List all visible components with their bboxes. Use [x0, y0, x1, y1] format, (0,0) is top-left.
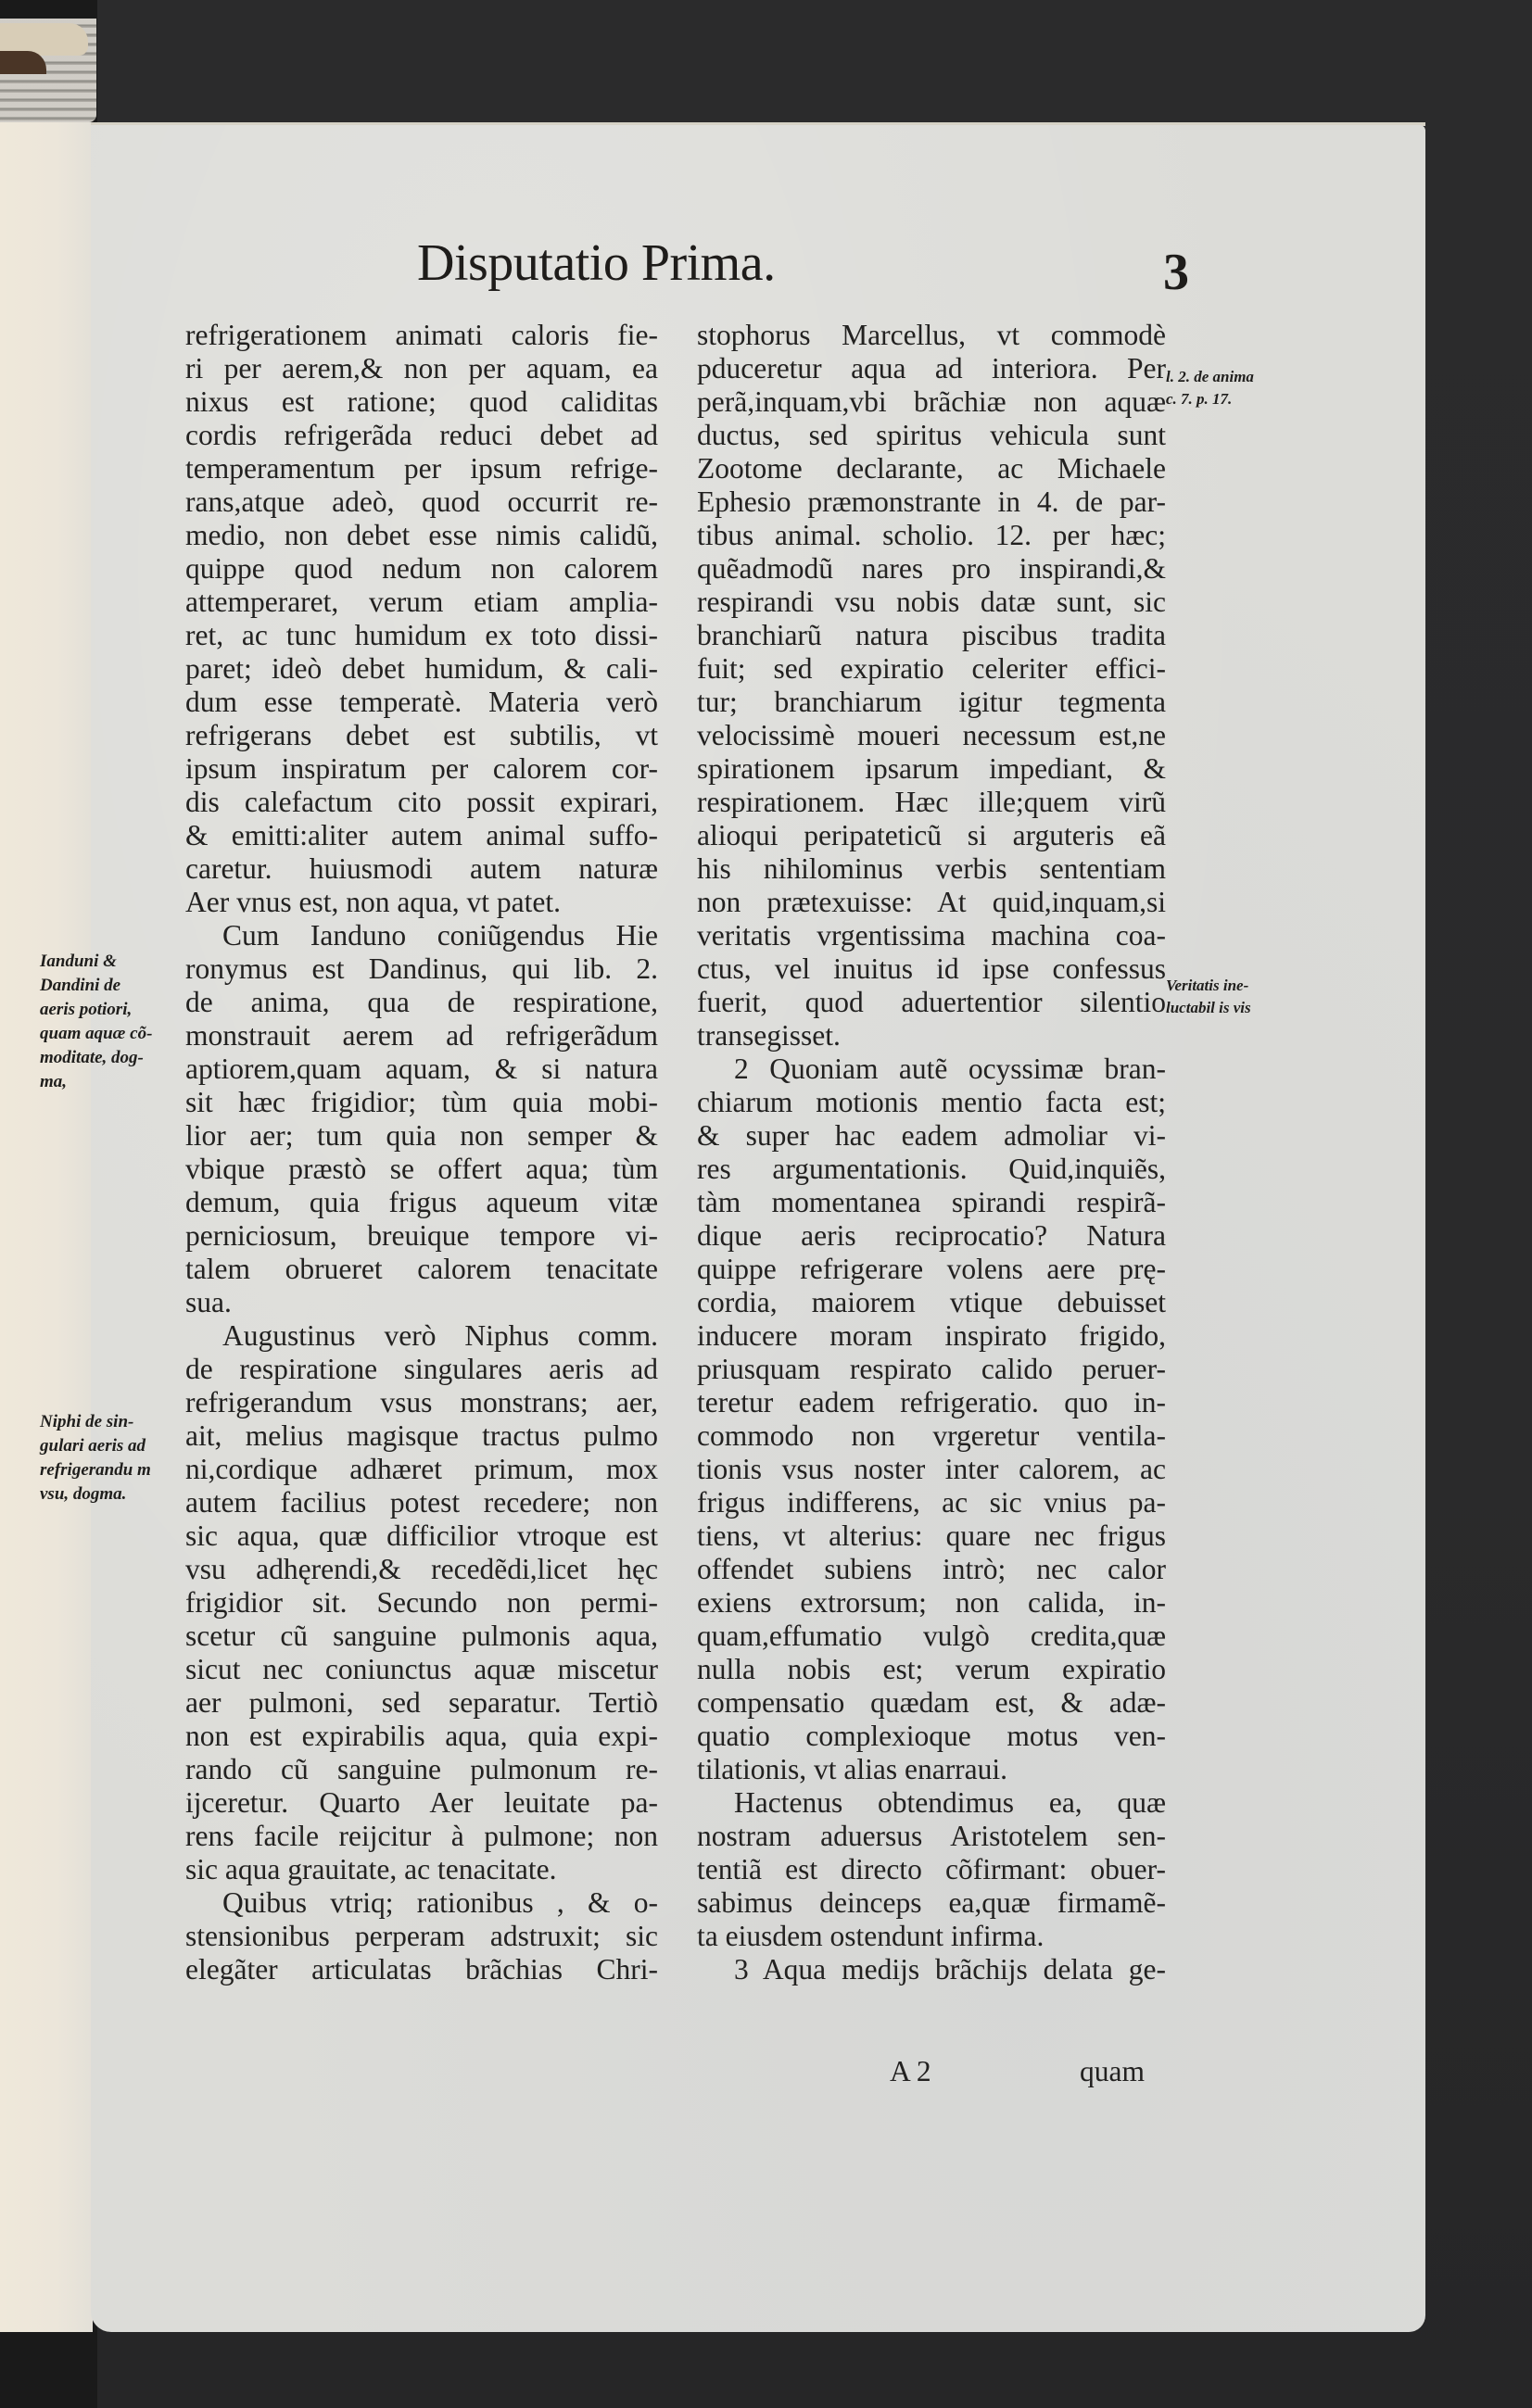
text-line: priusquam respirato calido peruer-: [697, 1353, 1166, 1385]
text-line: vsu adhęrendi,& recedẽdi,licet hęc: [185, 1553, 658, 1585]
text-line: inducere moram inspirato frigido,: [697, 1319, 1166, 1352]
text-line: ijceretur. Quarto Aer leuitate pa-: [185, 1786, 658, 1819]
marginal-note-line: Niphi de sin-: [40, 1412, 134, 1431]
text-line: Cum Ianduno coniũgendus Hie: [222, 919, 658, 952]
text-line: compensatio quædam est, & adæ-: [697, 1686, 1166, 1719]
right-text-column: [697, 319, 1166, 1986]
text-line: cordis refrigerãda reduci debet ad: [185, 419, 658, 451]
text-line: sicut nec coniunctus aquæ miscetur: [185, 1653, 658, 1685]
text-line: velocissimè moueri necessum est,ne: [697, 719, 1166, 751]
text-line: pduceretur aqua ad interiora. Per: [697, 352, 1166, 385]
binding-leather: [0, 51, 46, 74]
text-line: tentiã est directo cõfirmant: obuer-: [697, 1853, 1166, 1885]
text-line: demum, quia frigus aqueum vitæ: [185, 1186, 658, 1218]
text-line: Quibus vtriq; rationibus , & o-: [222, 1886, 658, 1919]
text-line: res argumentationis. Quid,inquiẽs,: [697, 1153, 1166, 1185]
text-line: nixus est ratione; quod caliditas: [185, 385, 658, 418]
text-line: 3 Aqua medijs brãchijs delata ge-: [734, 1953, 1166, 1986]
text-line: sit hæc frigidior; tùm quia mobi-: [185, 1086, 658, 1118]
text-line: rans,atque adeò, quod occurrit re-: [185, 485, 658, 518]
text-line: autem facilius potest recedere; non: [185, 1486, 658, 1519]
text-line: Hactenus obtendimus ea, quæ: [734, 1786, 1166, 1819]
text-line: non est expirabilis aqua, quia expi-: [185, 1720, 658, 1752]
marginal-note-line: gulari aeris ad: [40, 1436, 146, 1456]
text-line: ri per aerem,& non per aquam, ea: [185, 352, 658, 385]
marginal-note-de-anima-reference: [1166, 366, 1254, 410]
text-line: 2 Quoniam autẽ ocyssimæ bran-: [734, 1053, 1166, 1085]
marginal-note-niphus: [40, 1410, 151, 1507]
text-line: tionis vsus noster inter calorem, ac: [697, 1453, 1166, 1485]
text-line: Aer vnus est, non aqua, vt patet.: [185, 886, 562, 918]
text-line: paret; ideò debet humidum, & cali-: [185, 652, 658, 685]
signature-mark: A 2: [890, 2055, 931, 2087]
text-line: quippe quod nedum non calorem: [185, 552, 658, 585]
text-line: ctus, vel inuitus id ipse confessus: [697, 952, 1166, 985]
text-line: Zootome declarante, ac Michaele: [697, 452, 1166, 485]
page-number: 3: [1163, 244, 1189, 301]
text-line: chiarum motionis mentio facta est;: [697, 1086, 1166, 1118]
text-line: cordia, maiorem vtique debuisset: [697, 1286, 1166, 1318]
catchword: quam: [1080, 2055, 1145, 2087]
text-line: ait, melius magisque tractus pulmo: [185, 1419, 658, 1452]
text-line: dum esse temperatè. Materia verò: [185, 686, 658, 718]
text-line: respirandi vsu nobis datæ sunt, sic: [697, 586, 1166, 618]
text-line: perniciosum, breuique tempore vi-: [185, 1219, 658, 1252]
text-line: aptiorem,quam aquam, & si natura: [185, 1053, 658, 1085]
text-line: tilationis, vt alias enarraui.: [697, 1753, 1008, 1785]
text-line: medio, non debet esse nimis calidũ,: [185, 519, 658, 551]
text-line: sic aqua grauitate, ac tenacitate.: [185, 1853, 557, 1885]
text-line: refrigerationem animati caloris fie-: [185, 319, 658, 351]
text-line: temperamentum per ipsum refrige-: [185, 452, 658, 485]
text-line: caretur. huiusmodi autem naturæ: [185, 852, 658, 885]
marginal-note-ianduni-dandini: [40, 950, 152, 1094]
text-line: his nihilominus verbis sententiam: [697, 852, 1166, 885]
marginal-note-line: l. 2. de anima: [1166, 368, 1254, 385]
text-line: quẽadmodũ nares pro inspirandi,&: [697, 552, 1166, 585]
text-line: sic aqua, quæ difficilior vtroque est: [185, 1519, 658, 1552]
text-line: teretur eadem refrigeratio. quo in-: [697, 1386, 1166, 1418]
text-line: tàm momentanea spirandi respirã-: [697, 1186, 1166, 1218]
text-line: ronymus est Dandinus, qui lib. 2.: [185, 952, 658, 985]
text-line: respirationem. Hæc ille;quem virũ: [697, 786, 1166, 818]
text-line: talem obrueret calorem tenacitate: [185, 1253, 658, 1285]
marginal-note-line: luctabil is vis: [1166, 999, 1251, 1016]
text-line: aer pulmoni, sed separatur. Tertiò: [185, 1686, 658, 1719]
marginal-note-line: Dandini de: [40, 976, 121, 995]
text-line: lior aer; tum quia non semper &: [185, 1119, 658, 1152]
running-head: Disputatio Prima.: [417, 234, 776, 292]
text-line: ret, ac tunc humidum ex toto dissi-: [185, 619, 658, 651]
text-line: vbique præstò se offert aqua; tùm: [185, 1153, 658, 1185]
text-line: quippe refrigerare volens aere prę-: [697, 1253, 1166, 1285]
text-line: refrigerans debet est subtilis, vt: [185, 719, 658, 751]
text-line: nulla nobis est; verum expiratio: [697, 1653, 1166, 1685]
text-line: fuit; sed expiratio celeriter effici-: [697, 652, 1166, 685]
text-line: quatio complexioque motus ven-: [697, 1720, 1166, 1752]
text-line: stensionibus perperam adstruxit; sic: [185, 1920, 658, 1952]
marginal-note-line: quam aquæ cõ-: [40, 1024, 153, 1043]
text-line: non prætexuisse: At quid,inquam,si: [697, 886, 1166, 918]
left-text-column: [185, 319, 658, 1986]
text-line: sabimus deinceps ea,quæ firmamẽ-: [697, 1886, 1166, 1919]
text-line: sua.: [185, 1286, 232, 1318]
text-line: branchiarũ natura piscibus tradita: [697, 619, 1166, 651]
text-line: de anima, qua de respiratione,: [185, 986, 658, 1018]
marginal-note-line: c. 7. p. 17.: [1166, 390, 1233, 408]
text-line: ta eiusdem ostendunt infirma.: [697, 1920, 1045, 1952]
text-line: monstrauit aerem ad refrigerãdum: [185, 1019, 658, 1052]
text-line: attemperaret, verum etiam amplia-: [185, 586, 658, 618]
text-line: de respiratione singulares aeris ad: [185, 1353, 658, 1385]
text-line: tibus animal. scholio. 12. per hæc;: [697, 519, 1166, 551]
text-line: rens facile reijcitur à pulmone; non: [185, 1820, 658, 1852]
text-line: ipsum inspiratum per calorem cor-: [185, 752, 658, 785]
text-line: elegãter articulatas brãchias Chri-: [185, 1953, 658, 1986]
facing-page-gutter: [0, 122, 93, 2332]
text-line: stophorus Marcellus, vt commodè: [697, 319, 1166, 351]
text-line: nostram aduersus Aristotelem sen-: [697, 1820, 1166, 1852]
text-line: Ephesio præmonstrante in 4. de par-: [697, 485, 1166, 518]
text-line: offendet subiens intrò; nec calor: [697, 1553, 1166, 1585]
marginal-note-veritatis: [1166, 975, 1251, 1019]
text-line: transegisset.: [697, 1019, 841, 1052]
text-line: tur; branchiarum igitur tegmenta: [697, 686, 1166, 718]
text-line: & emitti:aliter autem animal suffo-: [185, 819, 658, 851]
text-line: ductus, sed spiritus vehicula sunt: [697, 419, 1166, 451]
text-line: frigus indifferens, ac sic vnius pa-: [697, 1486, 1166, 1519]
text-line: spirationem ipsarum impediant, &: [697, 752, 1166, 785]
text-line: veritatis vrgentissima machina coa-: [697, 919, 1166, 952]
marginal-note-line: Ianduni &: [40, 952, 117, 971]
text-line: exiens extrorsum; non calida, in-: [697, 1586, 1166, 1619]
text-line: dis calefactum cito possit expirari,: [185, 786, 658, 818]
text-line: tiens, vt alterius: quare nec frigus: [697, 1519, 1166, 1552]
marginal-note-line: vsu, dogma.: [40, 1484, 127, 1504]
text-line: alioqui peripateticũ si arguteris eã: [697, 819, 1166, 851]
text-line: quam,effumatio vulgò credita,quæ: [697, 1620, 1166, 1652]
marginal-note-line: ma,: [40, 1072, 68, 1091]
text-line: frigidior sit. Secundo non permi-: [185, 1586, 658, 1619]
text-line: rando cũ sanguine pulmonum re-: [185, 1753, 658, 1785]
marginal-note-line: aeris potiori,: [40, 1000, 133, 1019]
text-line: dique aeris reciprocatio? Natura: [697, 1219, 1166, 1252]
text-line: & super hac eadem admoliar vi-: [697, 1119, 1166, 1152]
marginal-note-line: refrigerandu m: [40, 1460, 151, 1480]
text-line: ni,cordique adhæret primum, mox: [185, 1453, 658, 1485]
marginal-note-line: Veritatis ine-: [1166, 977, 1249, 994]
text-line: commodo non vrgeretur ventila-: [697, 1419, 1166, 1452]
marginal-note-line: moditate, dog-: [40, 1048, 144, 1067]
text-line: refrigerandum vsus monstrans; aer,: [185, 1386, 658, 1418]
text-line: perã,inquam,vbi brãchiæ non aquæ: [697, 385, 1166, 418]
text-line: Augustinus verò Niphus comm.: [222, 1319, 658, 1352]
text-line: scetur cũ sanguine pulmonis aqua,: [185, 1620, 658, 1652]
text-line: fuerit, quod aduertentior silentio: [697, 986, 1166, 1018]
